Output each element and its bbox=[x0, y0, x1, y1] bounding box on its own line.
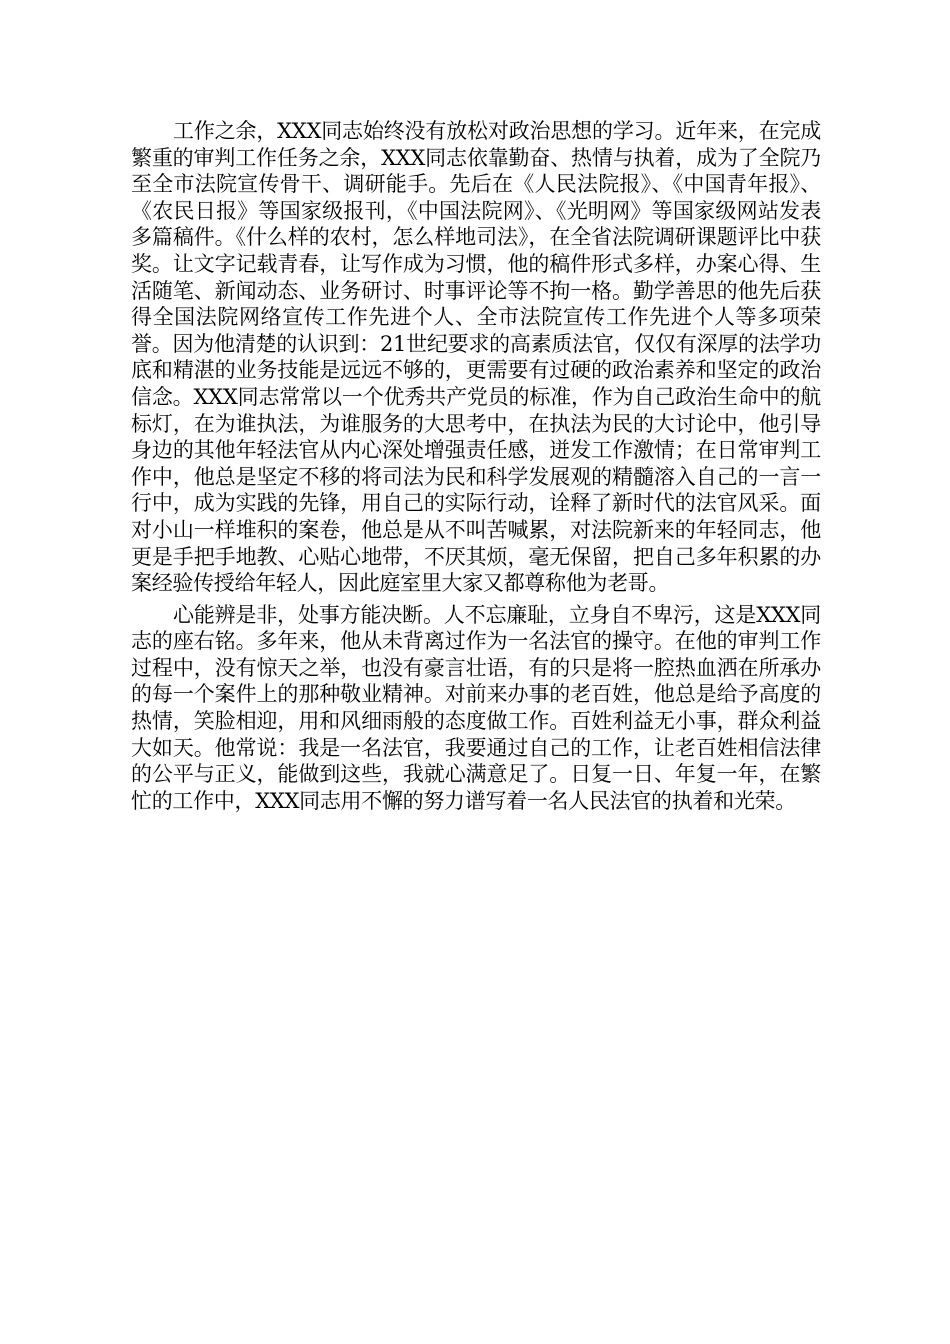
paragraph-2: 心能辨是非，处事方能决断。人不忘廉耻，立身自不卑污，这是XXX同志的座右铭。多年来，他从未背离过作为一名法官的操守。在他的审判工作过程中，没有惊天之举，也没有豪言壮语，有的只是将一腔热血洒在所承办的每一个案件上的那种敬业精神。对前来办事的老百姓，他总是给予高度的热情，笑脸相迎，用和风细雨般的态度做工作。百姓利益无小事，群众利益大如天。他常说：我是一名法官，我要通过自己的工作，让老百姓相信法律的公平与正义，能做到这些，我就心满意足了。日复一日、年复一年，在繁忙的工作中，XXX同志用不懈的努力谱写着一名人民法官的执着和光荣。 bbox=[131, 602, 821, 813]
document-body bbox=[131, 118, 821, 819]
paragraph-1: 工作之余，XXX同志始终没有放松对政治思想的学习。近年来，在完成繁重的审判工作任务之余，XXX同志依靠勤奋、热情与执着，成为了全院乃至全市法院宣传骨干、调研能手。先后在《人民法院报》、《中国青年报》、《农民日报》等国家级报刊，《中国法院网》、《光明网》等国家级网站发表多篇稿件。《什么样的农村，怎么样地司法》，在全省法院调研课题评比中获奖。让文字记载青春，让写作成为习惯，他的稿件形式多样，办案心得、生活随笔、新闻动态、业务研讨、时事评论等不拘一格。勤学善思的他先后获得全国法院网络宣传工作先进个人、全市法院宣传工作先进个人等多项荣誉。因为他清楚的认识到：21世纪要求的高素质法官，仅仅有深厚的法学功底和精湛的业务技能是远远不够的，更需要有过硬的政治素养和坚定的政治信念。XXX同志常常以一个优秀共产党员的标准，作为自己政治生命中的航标灯，在为谁执法，为谁服务的大思考中，在执法为民的大讨论中，他引导身边的其他年轻法官从内心深处增强责任感，迸发工作激情；在日常审判工作中，他总是坚定不移的将司法为民和科学发展观的精髓溶入自己的一言一行中，成为实践的先锋，用自己的实际行动，诠释了新时代的法官风采。面对小山一样堆积的案卷，他总是从不叫苦喊累，对法院新来的年轻同志，他更是手把手地教、心贴心地带，不厌其烦，毫无保留，把自己多年积累的办案经验传授给年轻人，因此庭室里大家又都尊称他为老哥。 bbox=[131, 119, 821, 596]
